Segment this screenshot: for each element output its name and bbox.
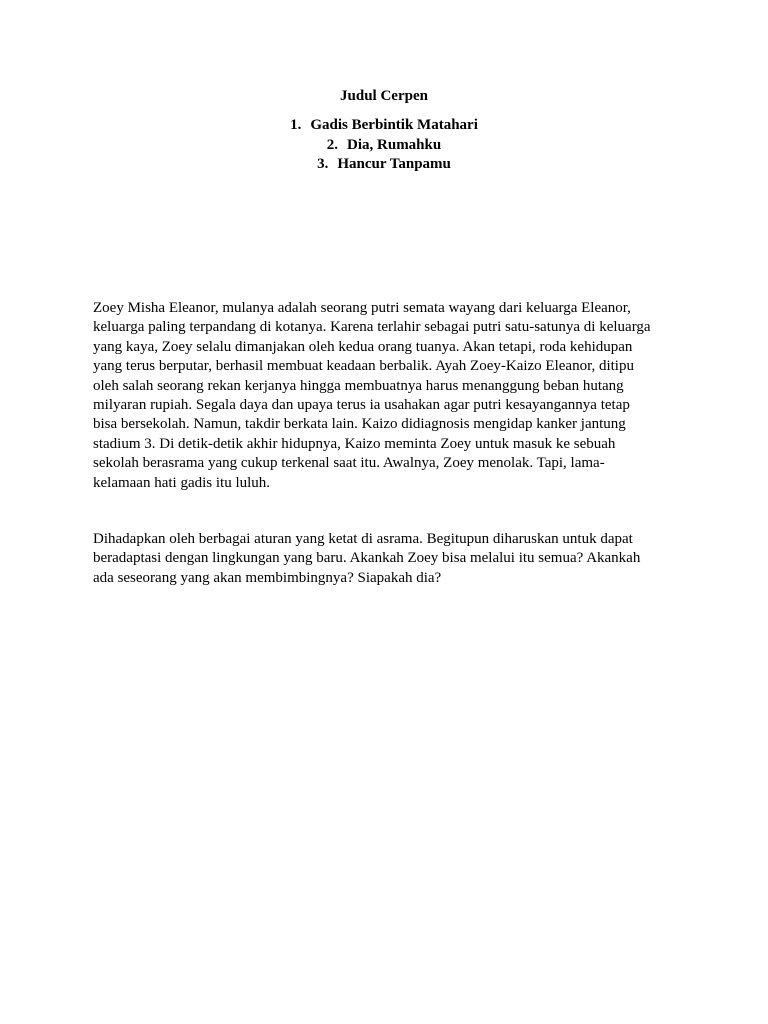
synopsis-paragraph: Dihadapkan oleh berbagai aturan yang ketat di asrama. Begitupun diharuskan untuk dapat beradaptasi dengan lingkungan yang baru. Akankah Zoey bisa melalui itu semua? Akankah ada seseorang yang akan membimbingnya? Siapakah dia? bbox=[93, 531, 641, 586]
story-title-item bbox=[0, 136, 768, 156]
story-title-item bbox=[0, 155, 768, 175]
story-title: Gadis Berbintik Matahari bbox=[310, 117, 478, 133]
list-number: 1. bbox=[290, 117, 302, 133]
synopsis-paragraph: Zoey Misha Eleanor, mulanya adalah seorang putri semata wayang dari keluarga Eleanor, keluarga paling terpandang di kotanya. Karena terlahir sebagai putri satu-satunya di keluarga yang kaya, Zoey selalu dimanjakan oleh kedua orang tuanya. Akan tetapi, roda kehidupan yang terus berputar, berhasil membuat keadaan berbalik. Ayah Zoey-Kaizo Eleanor, ditipu oleh salah seorang rekan kerjanya hingga membuatnya harus menanggung beban hutang milyaran rupiah. Segala daya dan upaya terus ia usahakan agar putri kesayangannya tetap bisa bersekolah. Namun, takdir berkata lain. Kaizo didiagnosis mengidap kanker jantung stadium 3. Di detik-detik akhir hidupnya, Kaizo meminta Zoey untuk masuk ke sebuah sekolah berasrama yang cukup terkenal saat itu. Awalnya, Zoey menolak. Tapi, lama- kelamaan hati gadis itu luluh. bbox=[93, 300, 651, 491]
story-title: Hancur Tanpamu bbox=[337, 156, 451, 172]
story-title: Dia, Rumahku bbox=[347, 136, 442, 153]
story-title-list bbox=[0, 116, 768, 175]
list-number: 2. bbox=[326, 136, 339, 153]
document-title: Judul Cerpen bbox=[340, 88, 428, 104]
story-title-item bbox=[0, 116, 768, 136]
list-number: 3. bbox=[317, 156, 329, 172]
